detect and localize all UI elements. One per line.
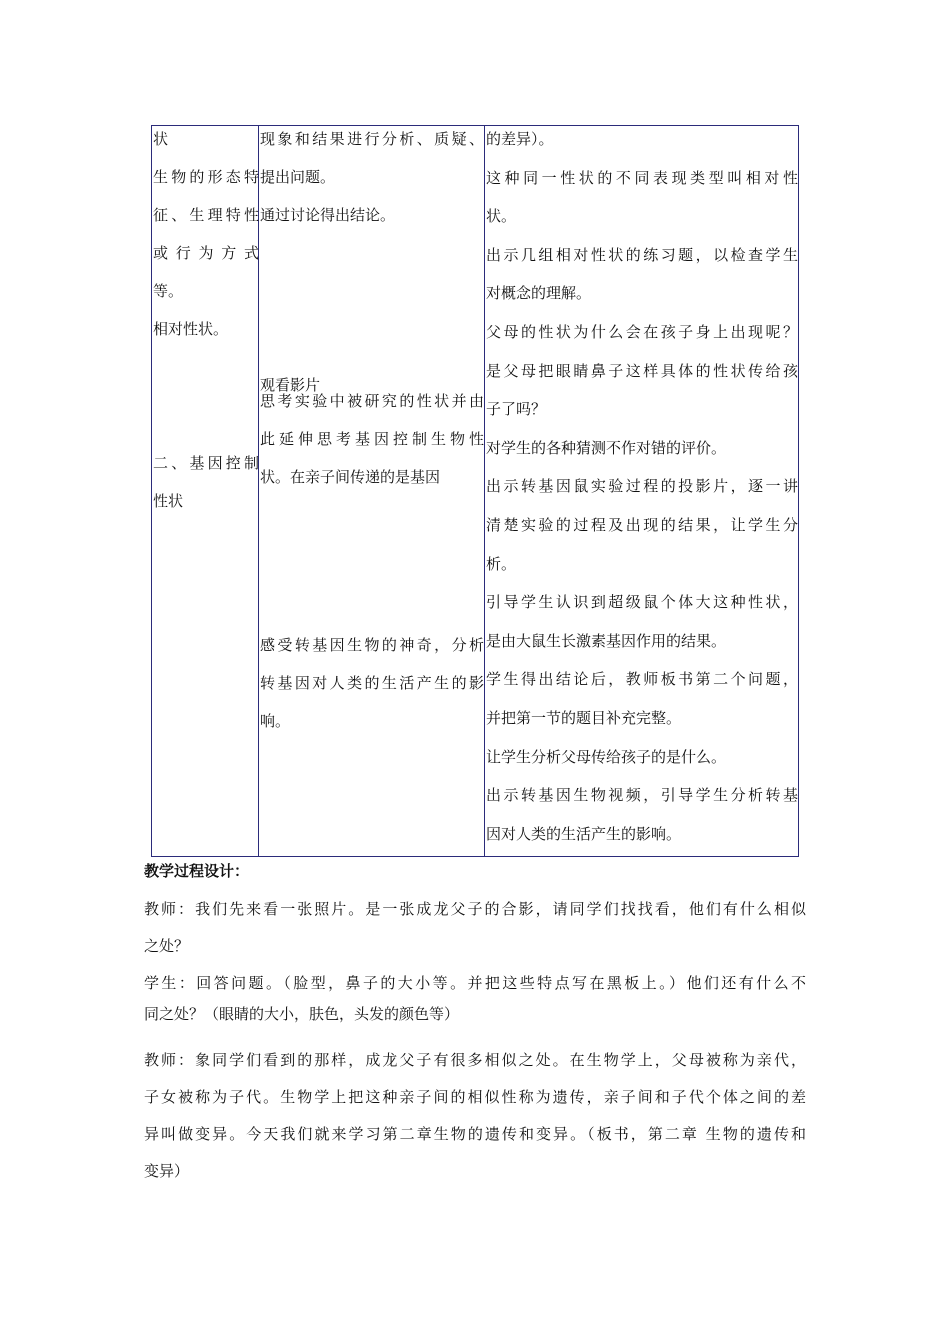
table-text-line: 子了吗？ xyxy=(486,400,547,419)
table-text-line: 状。 xyxy=(486,207,517,226)
table-text-line: 提出问题。 xyxy=(260,168,336,186)
student-activity-column xyxy=(260,126,484,856)
table-text-line: 生物的形态特 xyxy=(153,168,259,186)
table-text-line xyxy=(153,348,259,386)
column-divider xyxy=(484,126,485,856)
table-text-line: 出示转基因生物视频，引导学生分析转基 xyxy=(486,786,798,805)
section-title: 性状 xyxy=(153,492,184,510)
section-title: 二、基因控制 xyxy=(153,454,259,472)
table-text-line: 因对人类的生活产生的影响。 xyxy=(486,824,682,843)
table-text-line: 或 行 为 方 式 xyxy=(153,244,259,262)
table-text-line: 观看影片 xyxy=(260,376,321,394)
table-text-line: 父母的性状为什么会在孩子身上出现呢？ xyxy=(486,322,798,341)
paragraph-line: 之处？ xyxy=(144,937,190,955)
table-text-line xyxy=(260,534,484,572)
table-text-line xyxy=(260,234,484,272)
section-heading: 教学过程设计： xyxy=(144,862,250,880)
table-text-line: 让学生分析父母传给孩子的是什么。 xyxy=(486,747,727,766)
dialogue-paragraph xyxy=(144,965,806,1033)
table-text-line: 现象和结果进行分析、质疑、 xyxy=(260,130,484,148)
table-text-line: 这种同一性状的不同表现类型叫相对性 xyxy=(486,168,798,187)
lesson-table xyxy=(151,125,799,857)
table-text-line: 状 xyxy=(153,130,169,148)
table-text-line: 清楚实验的过程及出现的结果，让学生分 xyxy=(486,515,798,534)
table-text-line xyxy=(260,348,484,366)
paragraph-line: 同之处？（眼睛的大小，肤色，头发的颜色等） xyxy=(144,1005,460,1023)
table-text-line: 的差异）。 xyxy=(486,130,554,148)
table-text-line: 相对性状。 xyxy=(153,320,229,338)
table-text-line: 对学生的各种猜测不作对错的评价。 xyxy=(486,438,727,457)
table-text-line: 对概念的理解。 xyxy=(486,284,592,303)
paragraph-line: 教师：象同学们看到的那样，成龙父子有很多相似之处。在生物学上，父母被称为亲代， xyxy=(144,1051,806,1069)
table-text-line: 转基因对人类的生活产生的影 xyxy=(260,674,484,692)
paragraph-line: 教师：我们先来看一张照片。是一张成龙父子的合影，请同学们找找看，他们有什么相似 xyxy=(144,900,806,918)
table-text-line: 通过讨论得出结论。 xyxy=(260,206,396,224)
table-text-line xyxy=(260,310,484,348)
table-text-line xyxy=(260,272,484,310)
table-text-line xyxy=(260,572,484,626)
table-text-line: 析。 xyxy=(486,554,517,573)
table-text-line: 感受转基因生物的神奇，分析 xyxy=(260,636,484,654)
table-text-line: 此延伸思考基因控制生物性 xyxy=(260,430,484,448)
table-text-line: 响。 xyxy=(260,712,291,730)
table-text-line: 引导学生认识到超级鼠个体大这种性状， xyxy=(486,593,798,612)
table-text-line: 出示几组相对性状的练习题，以检查学生 xyxy=(486,245,798,264)
table-text-line xyxy=(153,386,259,424)
paragraph-line: 异叫做变异。今天我们就来学习第二章生物的遗传和变异。（板书，第二章 生物的遗传和 xyxy=(144,1125,806,1143)
table-text-line: 是父母把眼睛鼻子这样具体的性状传给孩 xyxy=(486,361,798,380)
dialogue-paragraph xyxy=(144,1042,806,1190)
paragraph-line: 学生：回答问题。（脸型，鼻子的大小等。并把这些特点写在黑板上。）他们还有什么不 xyxy=(144,974,806,992)
table-text-line: 是由大鼠生长激素基因作用的结果。 xyxy=(486,631,727,650)
dialogue-paragraph xyxy=(144,891,806,965)
content-column xyxy=(153,126,259,856)
paragraph-line: 变异） xyxy=(144,1162,190,1180)
teacher-activity-column xyxy=(486,126,798,856)
table-text-line: 等。 xyxy=(153,282,184,300)
table-text-line: 出示转基因鼠实验过程的投影片，逐一讲 xyxy=(486,477,798,496)
table-text-line xyxy=(260,496,484,534)
table-text-line: 状。在亲子间传递的是基因 xyxy=(260,468,441,486)
table-text-line: 征、生理特性 xyxy=(153,206,259,224)
table-text-line: 思考实验中被研究的性状并由 xyxy=(260,392,484,410)
table-text-line: 学生得出结论后，教师板书第二个问题， xyxy=(486,670,798,689)
paragraph-line: 子女被称为子代。生物学上把这种亲子间的相似性称为遗传，亲子间和子代个体之间的差 xyxy=(144,1088,806,1106)
table-text-line: 并把第一节的题目补充完整。 xyxy=(486,708,682,727)
